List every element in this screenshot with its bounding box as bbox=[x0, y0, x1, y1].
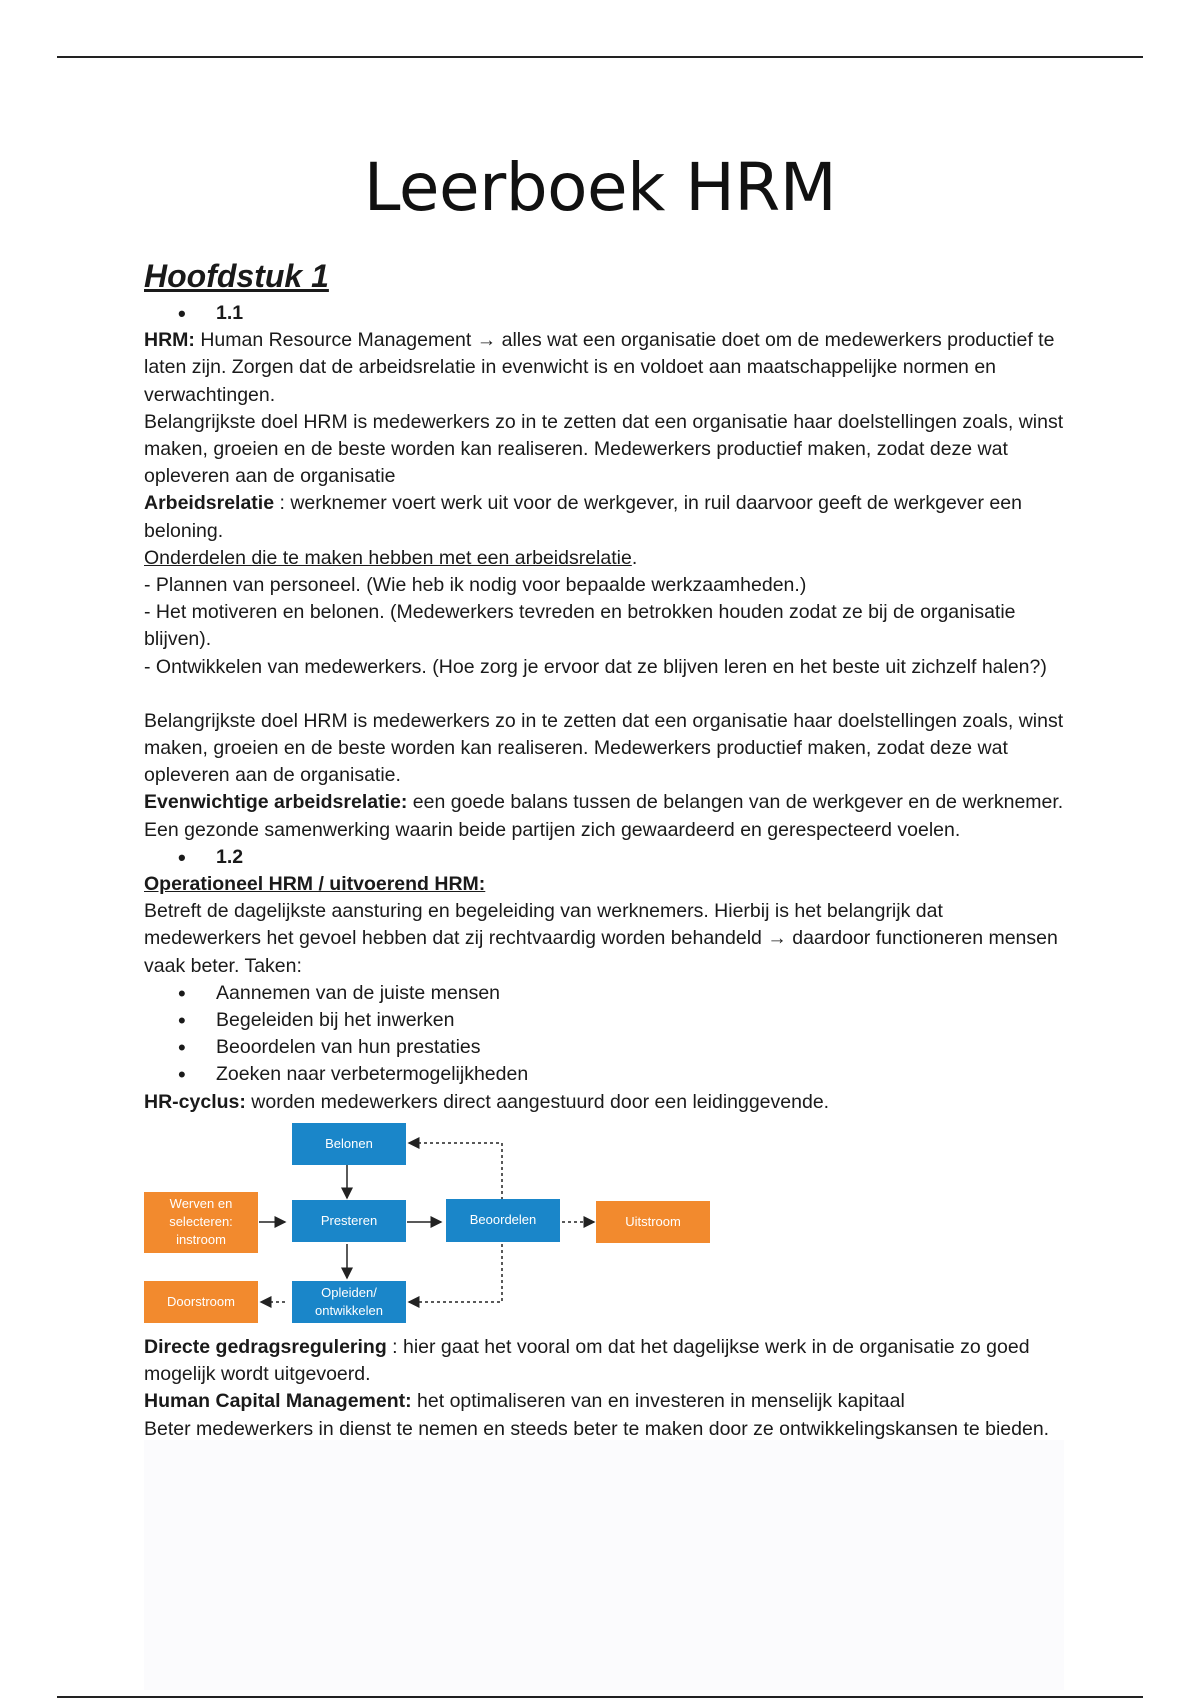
term: Human Capital Management: bbox=[144, 1390, 412, 1413]
paragraph: Beter medewerkers in dienst te nemen en steeds beter te maken door ze ontwikkelingskansen te bieden. bbox=[144, 1417, 1050, 1440]
list-item: • Zoeken naar verbetermogelijkheden bbox=[144, 1061, 1064, 1088]
header-rule bbox=[57, 56, 1143, 58]
paragraph bbox=[144, 871, 1064, 898]
box-belonen: Belonen bbox=[292, 1123, 406, 1165]
paragraph: Belangrijkste doel HRM is medewerkers zo in te zetten dat een organisatie haar doelstellingen zoals, winst maken, groeien en de beste worden kan realiseren. Medewerkers productief maken, zodat deze wat opleveren aan de organisatie. bbox=[144, 709, 1064, 787]
paragraph bbox=[144, 1089, 1064, 1116]
list-item: - Plannen van personeel. (Wie heb ik nodig voor bepaalde werkzaamheden.) bbox=[144, 574, 807, 597]
box-doorstroom: Doorstroom bbox=[144, 1281, 258, 1323]
box-presteren: Presteren bbox=[292, 1200, 406, 1242]
term: HR-cyclus: bbox=[144, 1090, 246, 1113]
definition: een goede balans tussen de belangen van de werkgever en de werknemer. Een gezonde samenwerking waarin beide partijen zich gewaardeerd en gerespecteerd voelen. bbox=[144, 791, 1064, 841]
document-title: Leerboek HRM bbox=[363, 149, 837, 226]
paragraph: Onderdelen die te maken hebben met een arbeidsrelatie. bbox=[144, 546, 638, 569]
box-werven: Werven en selecteren: instroom bbox=[144, 1192, 258, 1253]
arrow-beoordelen-belonen bbox=[409, 1143, 502, 1200]
section-number: • 1.1 bbox=[144, 300, 1064, 327]
subheading: Operationeel HRM / uitvoerend HRM: bbox=[144, 873, 486, 896]
paragraph: Betreft de dagelijkste aansturing en begeleiding van werknemers. Hierbij is het belangrijk dat medewerkers het gevoel hebben dat zij rechtvaardig worden behandeld → daardoor functioneren mensen vaak beter. Taken: bbox=[144, 900, 1058, 977]
term: Arbeidsrelatie bbox=[144, 492, 275, 515]
definition: : hier gaat het vooral om dat het dagelijkse werk in de organisatie zo goed mogelijk wordt uitgevoerd. bbox=[144, 1335, 1030, 1386]
box-uitstroom: Uitstroom bbox=[596, 1201, 710, 1243]
term: HRM: bbox=[144, 329, 195, 352]
page-shading bbox=[144, 1440, 1064, 1690]
footer-rule bbox=[57, 1696, 1143, 1698]
section-number: • 1.2 bbox=[144, 844, 1064, 871]
paragraph bbox=[144, 490, 1064, 544]
paragraph bbox=[144, 1334, 1064, 1388]
list-item: • Aannemen van de juiste mensen bbox=[144, 980, 1064, 1007]
list-item: - Het motiveren en belonen. (Medewerkers tevreden en betrokken houden zodat ze bij de organisatie blijven). bbox=[144, 601, 1016, 651]
hr-cycle-diagram bbox=[144, 1122, 1064, 1334]
subheading: Onderdelen die te maken hebben met een arbeidsrelatie bbox=[144, 546, 632, 569]
paragraph bbox=[144, 1388, 1064, 1415]
definition: worden medewerkers direct aangestuurd door een leidinggevende. bbox=[245, 1090, 830, 1113]
document-body bbox=[144, 254, 1064, 1443]
definition: Human Resource Management → alles wat een organisatie doet om de medewerkers productief te laten zijn. Zorgen dat de arbeidsrelatie in evenwicht is en voldoet aan maatschappelijke normen en verwachtingen. bbox=[144, 329, 1055, 406]
paragraph bbox=[144, 327, 1064, 409]
list-item: • Begeleiden bij het inwerken bbox=[144, 1007, 1064, 1034]
box-opleiden: Opleiden/ ontwikkelen bbox=[292, 1281, 406, 1323]
term: Evenwichtige arbeidsrelatie: bbox=[144, 791, 408, 814]
paragraph: Belangrijkste doel HRM is medewerkers zo in te zetten dat een organisatie haar doelstellingen zoals, winst maken, groeien en de beste worden kan realiseren. Medewerkers productief maken, zodat deze wat opleveren aan de organisatie bbox=[144, 410, 1064, 488]
list-item: • Beoordelen van hun prestaties bbox=[144, 1034, 1064, 1061]
box-beoordelen: Beoordelen bbox=[446, 1199, 560, 1242]
paragraph bbox=[144, 789, 1064, 843]
chapter-heading: Hoofdstuk 1 bbox=[144, 258, 329, 294]
arrow-beoordelen-opleiden bbox=[409, 1244, 502, 1302]
definition: : werknemer voert werk uit voor de werkgever, in ruil daarvoor geeft de werkgever een beloning. bbox=[144, 492, 1022, 542]
list-item: - Ontwikkelen van medewerkers. (Hoe zorg je ervoor dat ze blijven leren en het beste uit zichzelf halen?) bbox=[144, 655, 1047, 678]
definition: het optimaliseren van en investeren in menselijk kapitaal bbox=[411, 1390, 905, 1413]
term: Directe gedragsregulering bbox=[144, 1335, 387, 1358]
blank-line bbox=[144, 681, 1064, 708]
